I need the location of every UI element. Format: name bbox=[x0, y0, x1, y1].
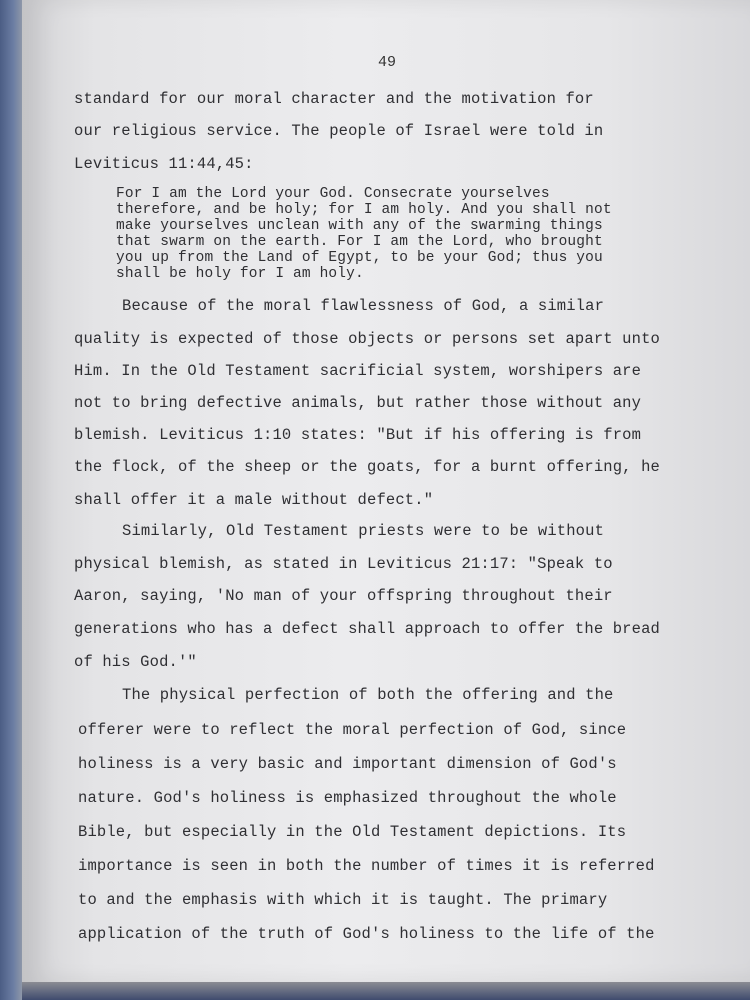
text-line: offerer were to reflect the moral perfection of God, since bbox=[78, 721, 627, 739]
book-spine bbox=[0, 0, 22, 1000]
book-page bbox=[22, 0, 750, 982]
quote-line: that swarm on the earth. For I am the Lord, who brought bbox=[116, 234, 603, 250]
text-line: Him. In the Old Testament sacrificial system, worshipers are bbox=[74, 362, 642, 380]
text-line: Aaron, saying, 'No man of your offspring throughout their bbox=[74, 587, 613, 605]
text-line: our religious service. The people of Israel were told in bbox=[74, 122, 604, 140]
text-line: Bible, but especially in the Old Testament depictions. Its bbox=[78, 823, 627, 841]
text-line: importance is seen in both the number of times it is referred bbox=[78, 857, 655, 875]
quote-line: shall be holy for I am holy. bbox=[116, 266, 364, 282]
text-line: the flock, of the sheep or the goats, for a burnt offering, he bbox=[74, 458, 660, 476]
text-line: shall offer it a male without defect." bbox=[74, 491, 434, 509]
page-number: 49 bbox=[378, 54, 397, 71]
text-line: nature. God's holiness is emphasized throughout the whole bbox=[78, 789, 617, 807]
text-line: not to bring defective animals, but rather those without any bbox=[74, 394, 642, 412]
quote-line: you up from the Land of Egypt, to be your God; thus you bbox=[116, 250, 603, 266]
text-line: Leviticus 11:44,45: bbox=[74, 155, 254, 173]
text-line: to and the emphasis with which it is taught. The primary bbox=[78, 891, 608, 909]
text-line: blemish. Leviticus 1:10 states: "But if his offering is from bbox=[74, 426, 642, 444]
quote-line: For I am the Lord your God. Consecrate yourselves bbox=[116, 186, 550, 202]
quote-line: make yourselves unclean with any of the swarming things bbox=[116, 218, 603, 234]
text-line: Similarly, Old Testament priests were to be without bbox=[122, 522, 605, 540]
page-bottom-edge bbox=[22, 982, 750, 1000]
text-line: of his God.'" bbox=[74, 653, 197, 671]
text-line: standard for our moral character and the motivation for bbox=[74, 90, 594, 108]
text-line: generations who has a defect shall approach to offer the bread bbox=[74, 620, 660, 638]
text-line: holiness is a very basic and important dimension of God's bbox=[78, 755, 617, 773]
text-line: The physical perfection of both the offering and the bbox=[122, 686, 614, 704]
quote-line: therefore, and be holy; for I am holy. And you shall not bbox=[116, 202, 612, 218]
text-line: Because of the moral flawlessness of God, a similar bbox=[122, 297, 605, 315]
text-line: quality is expected of those objects or persons set apart unto bbox=[74, 330, 660, 348]
text-line: physical blemish, as stated in Leviticus 21:17: "Speak to bbox=[74, 555, 613, 573]
text-line: application of the truth of God's holiness to the life of the bbox=[78, 925, 655, 943]
